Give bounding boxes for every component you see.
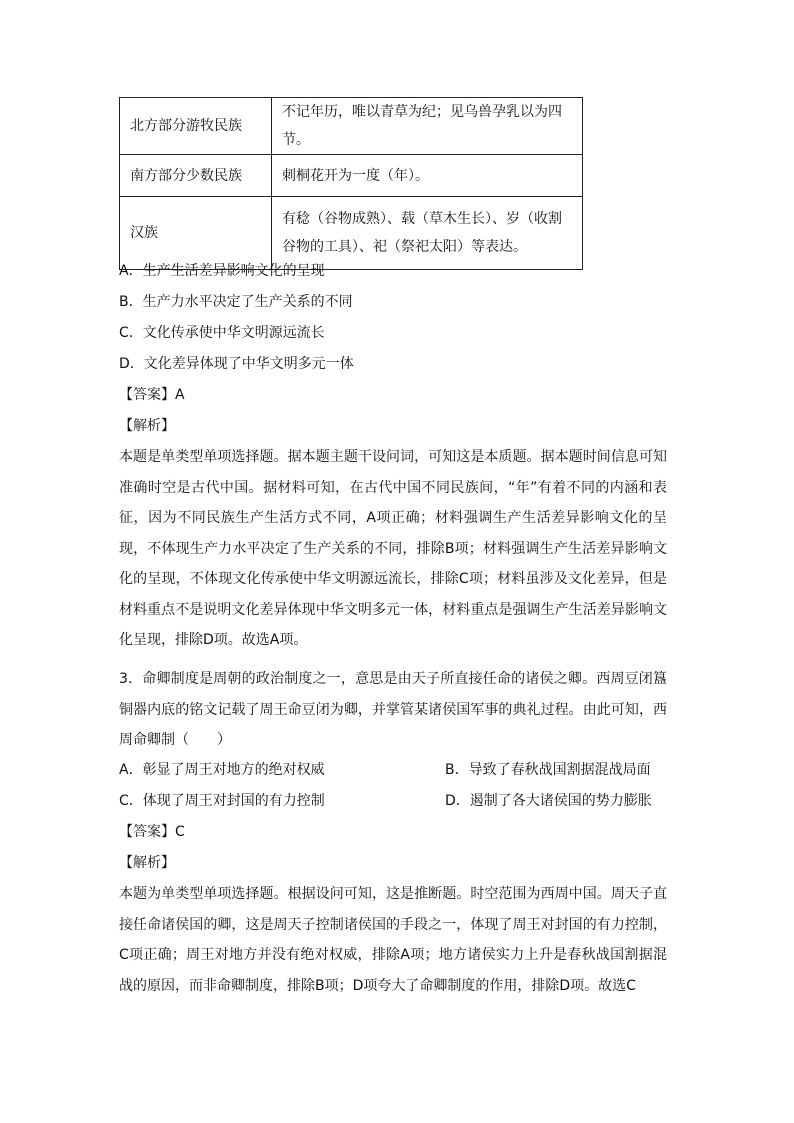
table-cell-desc: 有稔（谷物成熟）、载（草木生长）、岁（收割谷物的工具）、祀（祭祀太阳）等表达。 bbox=[272, 197, 583, 270]
q2-analysis-label: 【解析】 bbox=[119, 418, 175, 434]
q3-option-a: A．彰显了周王对地方的绝对权威 bbox=[119, 762, 325, 778]
q2-option-c: C．文化传承使中华文明源远流长 bbox=[119, 325, 325, 341]
table-cell-desc: 刺桐花开为一度（年）。 bbox=[272, 155, 583, 197]
table-cell-desc: 不记年历，唯以青草为纪；见乌兽孕乳以为四节。 bbox=[272, 98, 583, 155]
calendar-table bbox=[119, 97, 583, 270]
table-cell-group: 汉族 bbox=[120, 197, 272, 270]
q2-option-b: B．生产力水平决定了生产关系的不同 bbox=[119, 294, 353, 310]
table-row bbox=[120, 197, 583, 270]
q3-option-c: C．体现了周王对封国的有力控制 bbox=[119, 793, 325, 809]
q3-analysis-label: 【解析】 bbox=[119, 855, 175, 871]
table-cell-group: 南方部分少数民族 bbox=[120, 155, 272, 197]
q3-option-b: B．导致了春秋战国割据混战局面 bbox=[445, 762, 651, 778]
q2-answer: 【答案】A bbox=[119, 387, 185, 403]
q3-answer: 【答案】C bbox=[119, 824, 185, 840]
q2-analysis-text: 本题是单类型单项选择题。据本题主题干设问词，可知这是本质题。据本题时间信息可知准确时空是古代中国。据材料可知，在古代中国不同民族间，“年”有着不同的内涵和表征，因为不同民族生产生活方式不同，A项正确；材料强调生产生活差异影响文化的呈现，不体现生产力水平决定了生产关系的不同，排除B项；材料强调生产生活差异影响文化的呈现，不体现文化传承使中华文明源远流长，排除C项；材料虽涉及文化差异，但是材料重点不是说明文化差异体现中华文明多元一体，材料重点是强调生产生活差异影响文化呈现，排除D项。故选A项。 bbox=[119, 449, 667, 648]
q3-analysis-text: 本题为单类型单项选择题。根据设问可知，这是推断题。时空范围为西周中国。周天子直接任命诸侯国的卿，这是周天子控制诸侯国的手段之一，体现了周王对封国的有力控制，C项正确；周王对地方并没有绝对权威，排除A项；地方诸侯实力上升是春秋战国割据混战的原因，而非命卿制度，排除B项；D项夸大了命卿制度的作用，排除D项。故选C bbox=[119, 886, 667, 994]
q2-option-a: A．生产生活差异影响文化的呈现 bbox=[119, 263, 325, 279]
q3-stem: 3．命卿制度是周朝的政治制度之一，意思是由天子所直接任命的诸侯之卿。西周豆闭簋铜器内底的铭文记载了周王命豆闭为卿，并掌管某诸侯国军事的典礼过程。由此可知，西周命卿制（ ） bbox=[119, 671, 667, 748]
q2-option-d: D．文化差异体现了中华文明多元一体 bbox=[119, 356, 354, 372]
q3-option-d: D．遏制了各大诸侯国的势力膨胀 bbox=[445, 793, 652, 809]
table-cell-group: 北方部分游牧民族 bbox=[120, 98, 272, 155]
table-row bbox=[120, 98, 583, 155]
table-row bbox=[120, 155, 583, 197]
